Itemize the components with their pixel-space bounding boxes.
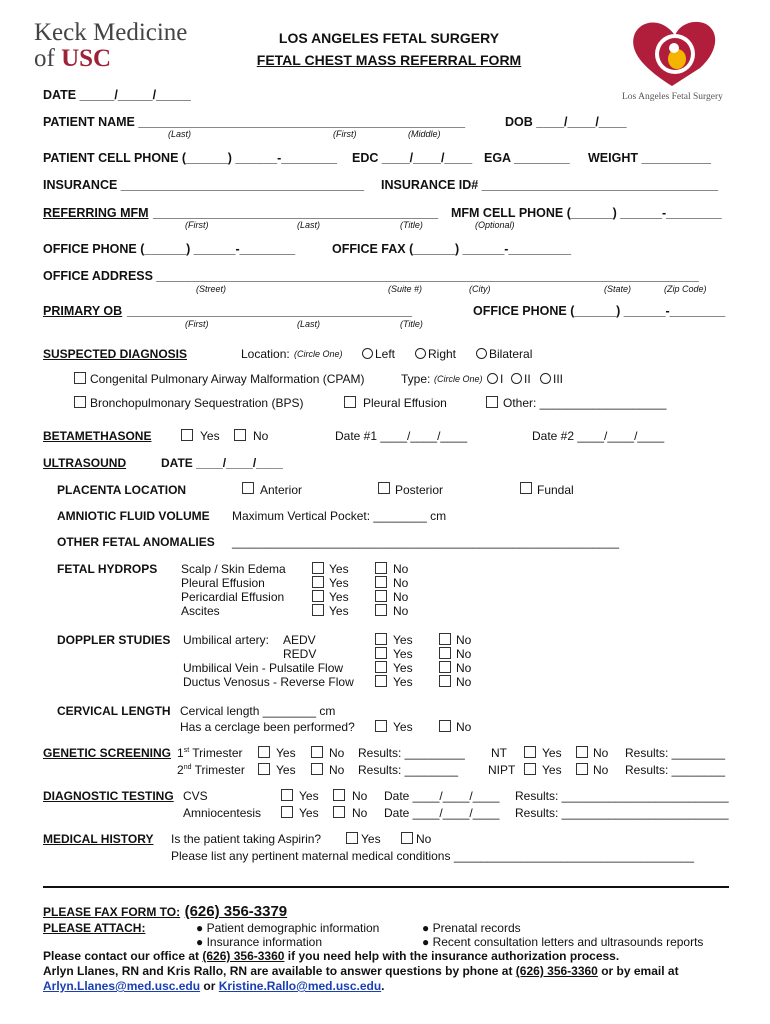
weight-field[interactable]: WEIGHT __________ (588, 151, 711, 165)
beta-date2[interactable]: Date #2 ____/____/____ (532, 429, 665, 443)
fax-number: (626) 356-3379 (184, 903, 288, 920)
attach-item-3: ● Recent consultation letters and ultrasounds reports (422, 935, 704, 949)
sub-optional: (Optional) (475, 220, 515, 230)
type-ii-radio[interactable] (511, 373, 522, 384)
sub-ob-last: (Last) (297, 319, 321, 329)
fetal-surgery-logo-text: Los Angeles Fetal Surgery (622, 92, 723, 102)
gen2-yes-label: Yes (276, 763, 296, 777)
left-label: Left (375, 347, 396, 361)
referring-mfm-label: REFERRING MFM (43, 206, 149, 220)
conditions-field[interactable]: Please list any pertinent maternal medical conditions ____________________________________ (171, 849, 695, 863)
beta-yes-checkbox[interactable] (181, 429, 193, 441)
gen1-yes-label: Yes (276, 746, 296, 760)
edc-field[interactable]: EDC ____/____/____ (352, 151, 473, 165)
type-i-radio[interactable] (487, 373, 498, 384)
bilateral-radio[interactable] (476, 348, 487, 359)
sub-suite: (Suite #) (388, 284, 423, 294)
hydrops-no-label: No (393, 576, 409, 590)
anterior-checkbox[interactable] (242, 482, 254, 494)
sub-ob-first: (First) (185, 319, 209, 329)
trimester-text: Trimester (192, 746, 243, 760)
type-ii-label: II (524, 372, 531, 386)
nurses-line (43, 964, 679, 978)
placenta-label: PLACENTA LOCATION (57, 483, 187, 497)
logo-of: of (34, 45, 55, 72)
doppler-no-0[interactable] (439, 633, 451, 645)
nt-yes-label: Yes (542, 746, 562, 760)
gen2-no-checkbox[interactable] (311, 763, 323, 775)
doppler-no-label: No (456, 675, 472, 689)
primary-ob-line[interactable]: _________________________________________ (127, 304, 413, 318)
gen1-results[interactable]: Results: _________ (358, 746, 465, 760)
beta-no-label: No (253, 429, 269, 443)
pleural-label: Pleural Effusion (363, 396, 447, 410)
ega-field[interactable]: EGA ________ (484, 151, 570, 165)
type-i-label: I (500, 372, 504, 386)
nt-results[interactable]: Results: ________ (625, 746, 726, 760)
cvs-no-checkbox[interactable] (333, 789, 345, 801)
nipt-yes-checkbox[interactable] (524, 763, 536, 775)
sub-middle: (Middle) (408, 129, 441, 139)
nipt-no-checkbox[interactable] (576, 763, 588, 775)
amnio-no-checkbox[interactable] (333, 806, 345, 818)
email-line (43, 979, 385, 993)
type-label: Type: (401, 372, 431, 386)
left-radio[interactable] (362, 348, 373, 359)
amnio-date[interactable]: Date ____/____/____ (384, 806, 500, 820)
email-arlyn-link[interactable]: Arlyn.Llanes@med.usc.edu (43, 979, 201, 993)
attach-label: PLEASE ATTACH: (43, 921, 146, 935)
hydrops-yes-label: Yes (329, 590, 349, 604)
ultrasound-label: ULTRASOUND (43, 456, 127, 470)
aspirin-yes-checkbox[interactable] (346, 832, 358, 844)
hydrops-item-0: Scalp / Skin Edema (181, 562, 286, 576)
cvs-results[interactable]: Results: _________________________ (515, 789, 729, 803)
trimester-text: Trimester (194, 763, 245, 777)
email-period: . (381, 979, 385, 993)
cerclage-question: Has a cerclage been performed? (180, 720, 355, 734)
doppler-yes-label: Yes (393, 633, 413, 647)
attach-item-0: ● Patient demographic information (196, 921, 380, 935)
email-kristine-link[interactable]: Kristine.Rallo@med.usc.edu (218, 979, 382, 993)
contact-line (43, 949, 619, 963)
logo-usc: USC (61, 45, 112, 72)
doppler-no-label: No (456, 647, 472, 661)
beta-no-checkbox[interactable] (234, 429, 246, 441)
first-sup: st (183, 747, 190, 754)
ductus-label: Ductus Venosus - Reverse Flow (183, 675, 354, 689)
office-address-field[interactable]: OFFICE ADDRESS ______________________________________________________________________________ (43, 269, 699, 283)
ultrasound-date[interactable]: DATE ____/____/____ (161, 456, 283, 470)
cvs-date[interactable]: Date ____/____/____ (384, 789, 500, 803)
beta-yes-label: Yes (200, 429, 220, 443)
mfm-cell-field[interactable]: MFM CELL PHONE (______) ______-________ (451, 206, 722, 220)
nipt-no-label: No (593, 763, 609, 777)
other-field[interactable]: Other: ___________________ (503, 396, 667, 410)
dob-field[interactable]: DOB ____/____/____ (505, 115, 627, 129)
primary-ob-label: PRIMARY OB (43, 304, 123, 318)
cell-phone-field[interactable]: PATIENT CELL PHONE (______) ______-________ (43, 151, 337, 165)
aspirin-no-checkbox[interactable] (401, 832, 413, 844)
referring-mfm-line[interactable]: _________________________________________ (153, 206, 439, 220)
hydrops-yes-label: Yes (329, 576, 349, 590)
insurance-id-field[interactable]: INSURANCE ID# __________________________________ (381, 178, 719, 192)
cervical-label: CERVICAL LENGTH (57, 704, 171, 718)
fundal-label: Fundal (537, 483, 574, 497)
logo-line1: Keck Medicine (34, 19, 188, 46)
nipt-label: NIPT (488, 763, 516, 777)
doppler-no-1[interactable] (439, 647, 451, 659)
aspirin-question: Is the patient taking Aspirin? (171, 832, 322, 846)
hydrops-yes-2[interactable] (312, 590, 324, 602)
sub-ob-title: (Title) (400, 319, 423, 329)
cerclage-no-label: No (456, 720, 472, 734)
nurses-pre: Arlyn Llanes, RN and Kris Rallo, RN are available to answer questions by phone at (43, 964, 513, 978)
medical-history-label: MEDICAL HISTORY (43, 832, 154, 846)
gen1-yes-checkbox[interactable] (258, 746, 270, 758)
other-anomalies-label: OTHER FETAL ANOMALIES (57, 535, 215, 549)
hydrops-no-3[interactable] (375, 604, 387, 616)
right-radio[interactable] (415, 348, 426, 359)
email-or: or (203, 979, 216, 993)
umbilical-vein-label: Umbilical Vein - Pulsatile Flow (183, 661, 344, 675)
amnio-label: Amniocentesis (183, 806, 262, 820)
second-num: 2 (177, 763, 184, 777)
patient-name-field[interactable]: PATIENT NAME _______________________________________________ (43, 115, 466, 129)
aspirin-yes-label: Yes (361, 832, 381, 846)
betamethasone-label: BETAMETHASONE (43, 429, 152, 443)
hydrops-no-0[interactable] (375, 562, 387, 574)
amnio-yes-label: Yes (299, 806, 319, 820)
fax-row (43, 903, 287, 921)
attach-item-3-text: Recent consultation letters and ultrasounds reports (432, 935, 704, 949)
gen2-yes-checkbox[interactable] (258, 763, 270, 775)
sub-street: (Street) (196, 284, 227, 294)
nurses-post: or by email at (601, 964, 679, 978)
sub-last: (Last) (168, 129, 192, 139)
hydrops-yes-0[interactable] (312, 562, 324, 574)
form-title-2: FETAL CHEST MASS REFERRAL FORM (256, 52, 522, 68)
fluid-label: AMNIOTIC FLUID VOLUME (57, 509, 210, 523)
hydrops-yes-1[interactable] (312, 576, 324, 588)
pocket-field[interactable]: Maximum Vertical Pocket: ________ cm (232, 509, 447, 523)
nt-no-label: No (593, 746, 609, 760)
office-fax-field[interactable]: OFFICE FAX (______) ______-_________ (332, 242, 572, 256)
cvs-yes-label: Yes (299, 789, 319, 803)
hydrops-yes-label: Yes (329, 604, 349, 618)
gen1-no-label: No (329, 746, 345, 760)
doppler-no-2[interactable] (439, 661, 451, 673)
hydrops-yes-label: Yes (329, 562, 349, 576)
nurses-phone: (626) 356-3360 (515, 964, 598, 978)
hydrops-label: FETAL HYDROPS (57, 562, 158, 576)
attach-item-1: ● Insurance information (196, 935, 322, 949)
fax-label: PLEASE FAX FORM TO: (43, 905, 181, 919)
contact-pre: Please contact our office at (43, 949, 200, 963)
contact-post: if you need help with the insurance authorization process. (287, 949, 620, 963)
amnio-results[interactable]: Results: _________________________ (515, 806, 729, 820)
doppler-yes-label: Yes (393, 661, 413, 675)
doppler-no-3[interactable] (439, 675, 451, 687)
bps-checkbox[interactable] (74, 396, 86, 408)
sub-mfm-first: (First) (185, 220, 209, 230)
hydrops-item-3: Ascites (181, 604, 220, 618)
doppler-no-label: No (456, 661, 472, 675)
doppler-no-label: No (456, 633, 472, 647)
gen2-no-label: No (329, 763, 345, 777)
doppler-yes-1[interactable] (375, 647, 387, 659)
location-label: Location: (241, 347, 290, 361)
sub-zip: (Zip Code) (664, 284, 707, 294)
right-label: Right (428, 347, 457, 361)
cvs-no-label: No (352, 789, 368, 803)
beta-date1[interactable]: Date #1 ____/____/____ (335, 429, 468, 443)
type-iii-radio[interactable] (540, 373, 551, 384)
attach-item-2: ● Prenatal records (422, 921, 521, 935)
second-sup: nd (183, 764, 192, 771)
hydrops-yes-3[interactable] (312, 604, 324, 616)
hydrops-no-label: No (393, 562, 409, 576)
office-phone-field[interactable]: OFFICE PHONE (______) ______-________ (43, 242, 296, 256)
posterior-label: Posterior (395, 483, 444, 497)
doppler-label: DOPPLER STUDIES (57, 633, 171, 647)
doppler-yes-label: Yes (393, 647, 413, 661)
doppler-yes-0[interactable] (375, 633, 387, 645)
contact-phone: (626) 356-3360 (202, 949, 285, 963)
doppler-yes-2[interactable] (375, 661, 387, 673)
hydrops-no-1[interactable] (375, 576, 387, 588)
second-trimester (177, 763, 245, 777)
aspirin-no-label: No (416, 832, 432, 846)
date-field[interactable]: DATE _____/_____/_____ (43, 88, 191, 102)
doppler-yes-3[interactable] (375, 675, 387, 687)
nt-label: NT (491, 746, 507, 760)
doppler-yes-label: Yes (393, 675, 413, 689)
gen2-results[interactable]: Results: ________ (358, 763, 459, 777)
attach-item-2-text: Prenatal records (432, 921, 521, 935)
heart-logo-icon (620, 14, 750, 94)
sub-city: (City) (469, 284, 491, 294)
fetal-surgery-logo (620, 14, 750, 104)
aedv-label: AEDV (283, 633, 316, 647)
sub-first: (First) (333, 129, 357, 139)
hydrops-item-2: Pericardial Effusion (181, 590, 285, 604)
other-anomalies-line[interactable]: __________________________________________________________ (232, 535, 620, 549)
fundal-checkbox[interactable] (520, 482, 532, 494)
type-circle-one: (Circle One) (434, 374, 483, 384)
attach-item-0-text: Patient demographic information (206, 921, 380, 935)
sub-mfm-last: (Last) (297, 220, 321, 230)
diagnosis-label: SUSPECTED DIAGNOSIS (43, 347, 188, 361)
umbilical-artery-label: Umbilical artery: (183, 633, 270, 647)
first-num: 1 (177, 746, 184, 760)
cerclage-yes-checkbox[interactable] (375, 720, 387, 732)
anterior-label: Anterior (260, 483, 303, 497)
nt-yes-checkbox[interactable] (524, 746, 536, 758)
type-iii-label: III (553, 372, 564, 386)
attach-item-1-text: Insurance information (206, 935, 322, 949)
nt-no-checkbox[interactable] (576, 746, 588, 758)
insurance-field[interactable]: INSURANCE ___________________________________ (43, 178, 365, 192)
cerclage-yes-label: Yes (393, 720, 413, 734)
sub-mfm-title: (Title) (400, 220, 423, 230)
hydrops-no-2[interactable] (375, 590, 387, 602)
bps-label: Bronchopulmonary Sequestration (BPS) (90, 396, 304, 410)
posterior-checkbox[interactable] (378, 482, 390, 494)
primary-office-phone[interactable]: OFFICE PHONE (______) ______-________ (473, 304, 726, 318)
sub-state: (State) (604, 284, 632, 294)
form-title-1: LOS ANGELES FETAL SURGERY (278, 30, 500, 46)
diagnostic-label: DIAGNOSTIC TESTING (43, 789, 174, 803)
cpam-checkbox[interactable] (74, 372, 86, 384)
redv-label: REDV (283, 647, 317, 661)
keck-logo (34, 20, 187, 72)
pleural-checkbox[interactable] (344, 396, 356, 408)
hydrops-no-label: No (393, 590, 409, 604)
bilateral-label: Bilateral (489, 347, 533, 361)
hydrops-item-1: Pleural Effusion (181, 576, 265, 590)
cervical-length-field[interactable]: Cervical length ________ cm (180, 704, 336, 718)
cpam-label: Congenital Pulmonary Airway Malformation (CPAM) (90, 372, 365, 386)
nipt-results[interactable]: Results: ________ (625, 763, 726, 777)
location-circle-one: (Circle One) (294, 349, 343, 359)
first-trimester (177, 746, 243, 760)
nipt-yes-label: Yes (542, 763, 562, 777)
genetic-label: GENETIC SCREENING (43, 746, 172, 760)
cerclage-no-checkbox[interactable] (439, 720, 451, 732)
amnio-yes-checkbox[interactable] (281, 806, 293, 818)
gen1-no-checkbox[interactable] (311, 746, 323, 758)
footer-divider (43, 886, 729, 888)
amnio-no-label: No (352, 806, 368, 820)
other-checkbox[interactable] (486, 396, 498, 408)
cvs-label: CVS (183, 789, 208, 803)
hydrops-no-label: No (393, 604, 409, 618)
cvs-yes-checkbox[interactable] (281, 789, 293, 801)
